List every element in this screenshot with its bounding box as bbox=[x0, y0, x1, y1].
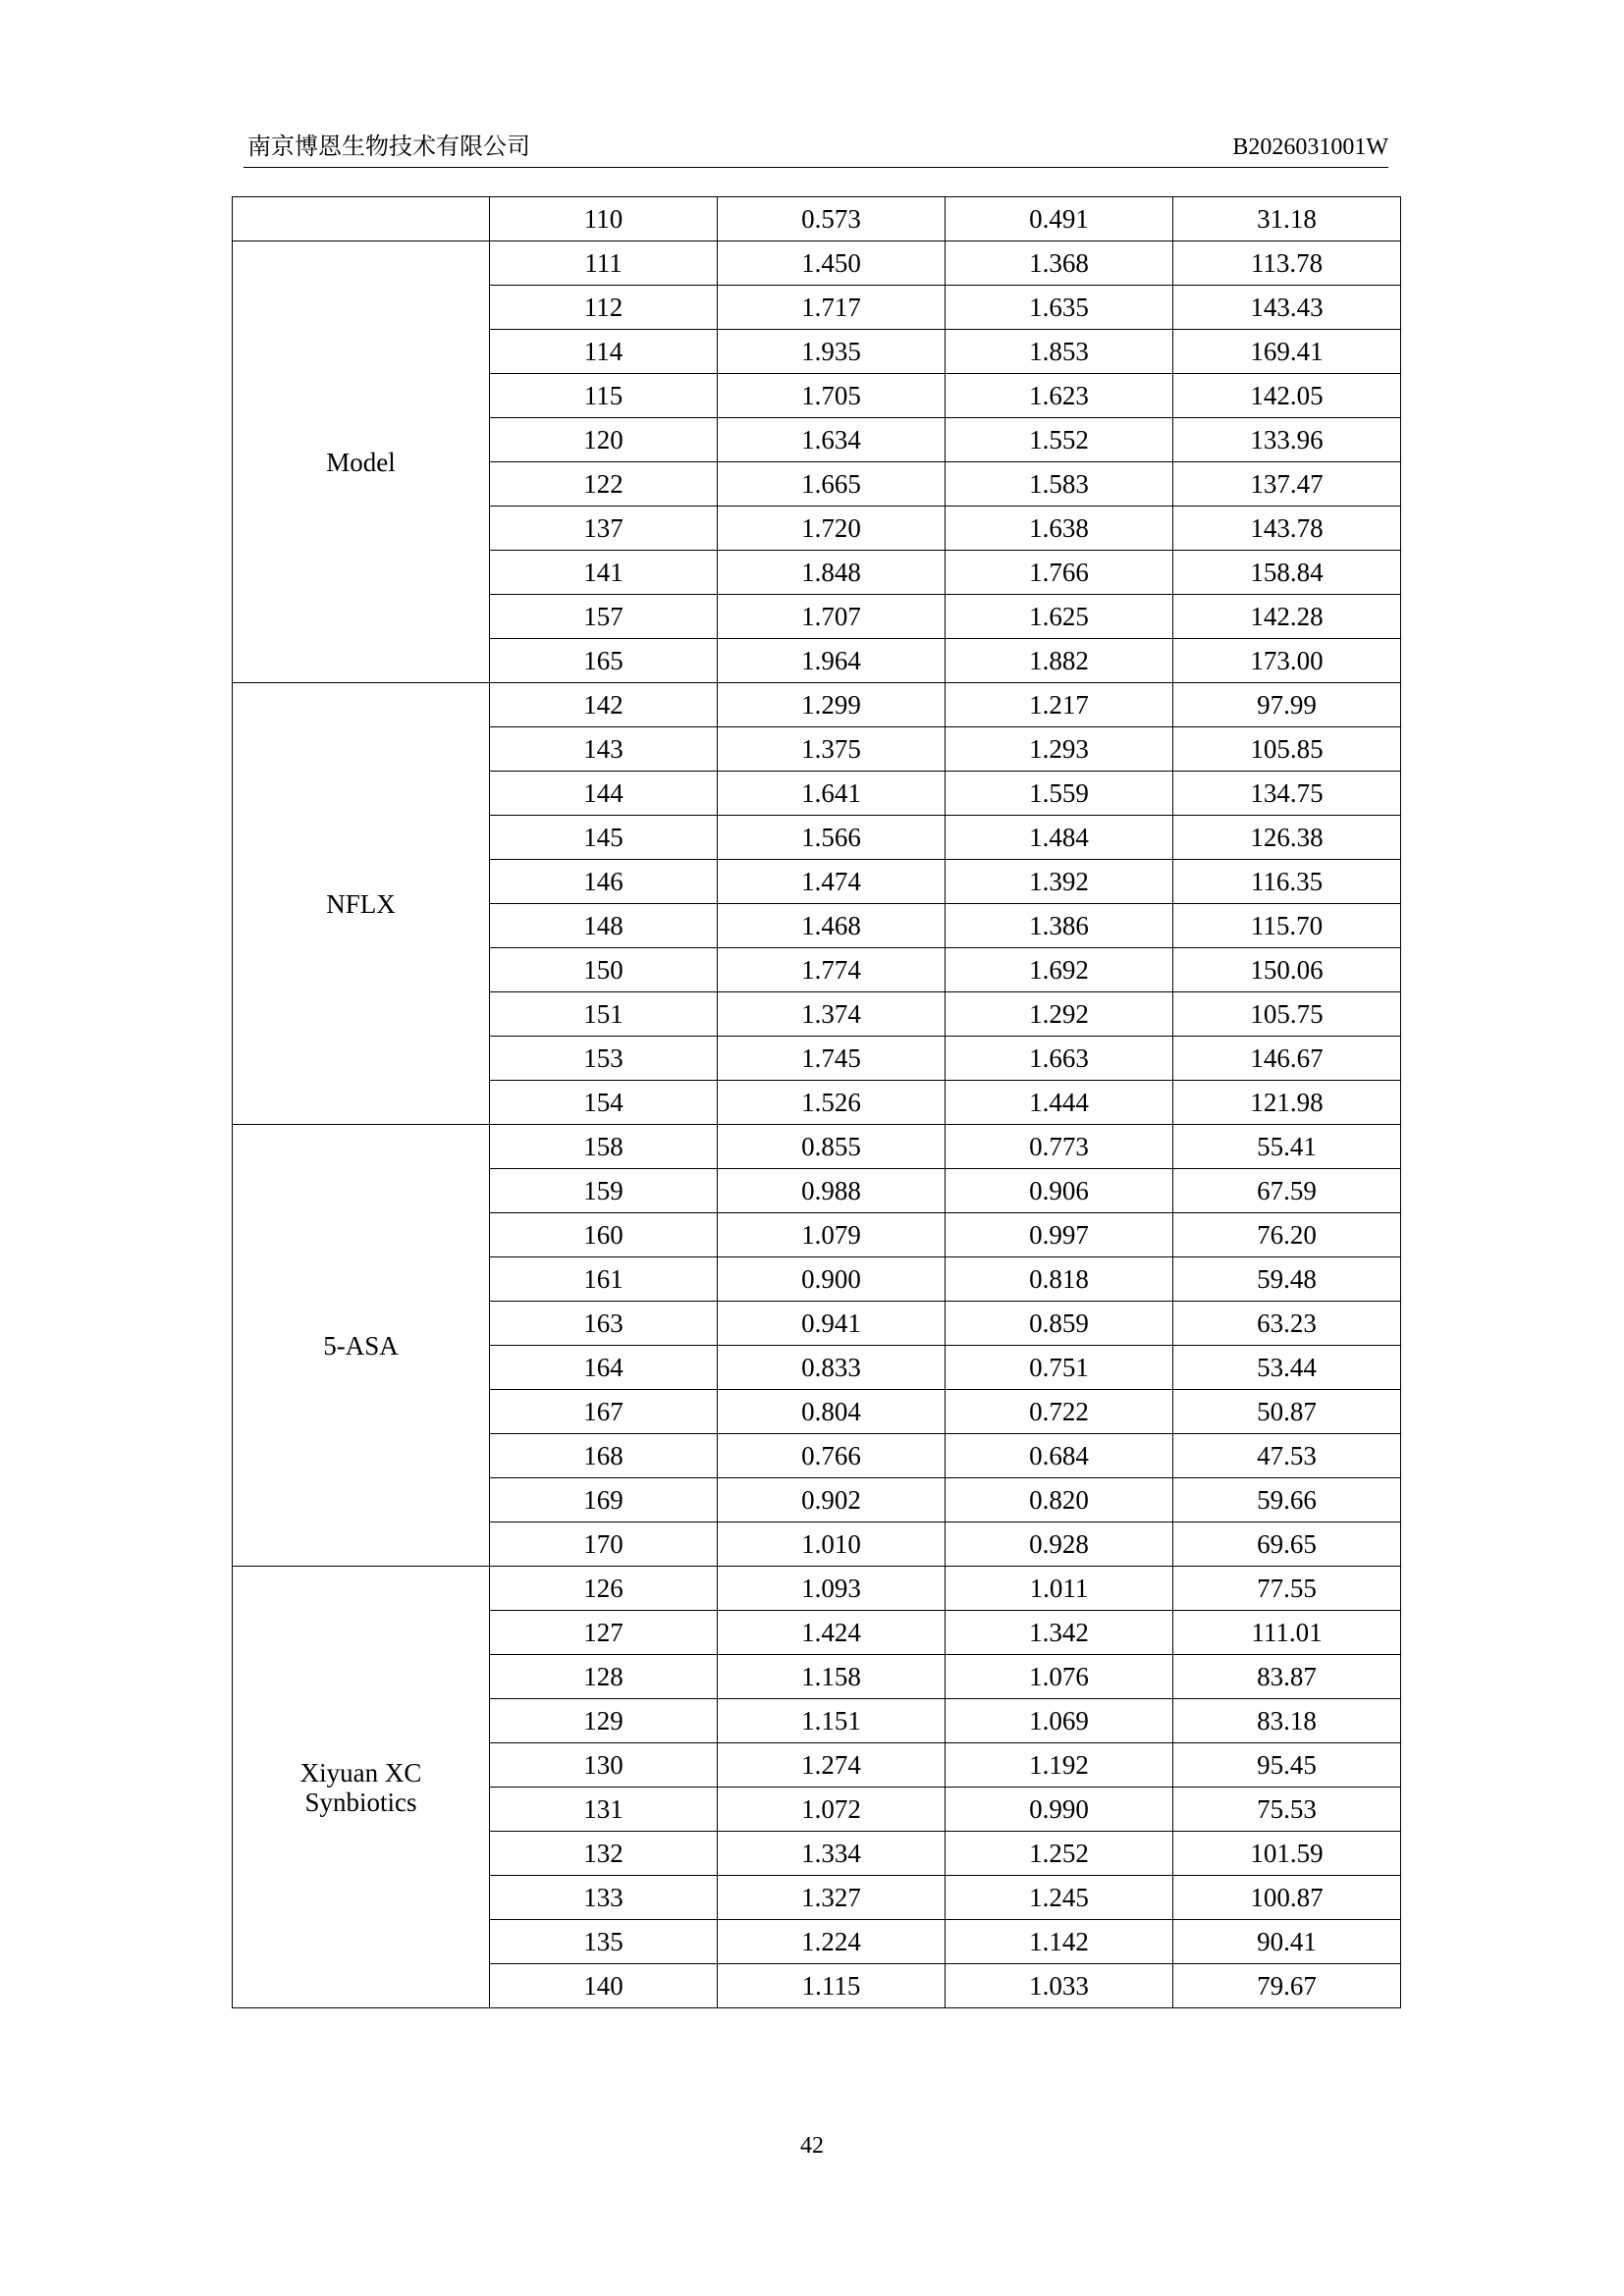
value-b-cell: 1.663 bbox=[946, 1037, 1173, 1081]
value-b-cell: 1.559 bbox=[946, 772, 1173, 816]
value-a-cell: 1.566 bbox=[718, 816, 946, 860]
value-a-cell: 1.848 bbox=[718, 551, 946, 595]
value-b-cell: 1.583 bbox=[946, 462, 1173, 507]
value-a-cell: 1.705 bbox=[718, 374, 946, 418]
value-b-cell: 1.692 bbox=[946, 948, 1173, 992]
value-c-cell: 126.38 bbox=[1173, 816, 1401, 860]
value-a-cell: 1.375 bbox=[718, 727, 946, 772]
value-c-cell: 63.23 bbox=[1173, 1302, 1401, 1346]
value-b-cell: 1.033 bbox=[946, 1964, 1173, 2008]
sample-id-cell: 169 bbox=[490, 1478, 718, 1522]
sample-id-cell: 111 bbox=[490, 241, 718, 286]
sample-id-cell: 145 bbox=[490, 816, 718, 860]
value-b-cell: 0.928 bbox=[946, 1522, 1173, 1567]
sample-id-cell: 114 bbox=[490, 330, 718, 374]
sample-id-cell: 132 bbox=[490, 1832, 718, 1876]
value-c-cell: 69.65 bbox=[1173, 1522, 1401, 1567]
value-c-cell: 115.70 bbox=[1173, 904, 1401, 948]
value-a-cell: 1.717 bbox=[718, 286, 946, 330]
value-a-cell: 0.573 bbox=[718, 197, 946, 241]
value-b-cell: 1.293 bbox=[946, 727, 1173, 772]
page-header bbox=[244, 128, 1388, 168]
value-a-cell: 0.833 bbox=[718, 1346, 946, 1390]
value-c-cell: 67.59 bbox=[1173, 1169, 1401, 1213]
company-name: 南京博恩生物技术有限公司 bbox=[247, 133, 530, 160]
sample-id-cell: 146 bbox=[490, 860, 718, 904]
value-b-cell: 0.997 bbox=[946, 1213, 1173, 1257]
value-a-cell: 1.468 bbox=[718, 904, 946, 948]
value-c-cell: 121.98 bbox=[1173, 1081, 1401, 1125]
value-c-cell: 79.67 bbox=[1173, 1964, 1401, 2008]
value-c-cell: 143.78 bbox=[1173, 507, 1401, 551]
value-a-cell: 1.745 bbox=[718, 1037, 946, 1081]
sample-id-cell: 127 bbox=[490, 1611, 718, 1655]
value-a-cell: 1.720 bbox=[718, 507, 946, 551]
value-a-cell: 1.774 bbox=[718, 948, 946, 992]
sample-id-cell: 126 bbox=[490, 1567, 718, 1611]
sample-id-cell: 161 bbox=[490, 1257, 718, 1302]
sample-id-cell: 141 bbox=[490, 551, 718, 595]
value-c-cell: 134.75 bbox=[1173, 772, 1401, 816]
sample-id-cell: 110 bbox=[490, 197, 718, 241]
sample-id-cell: 148 bbox=[490, 904, 718, 948]
value-c-cell: 59.66 bbox=[1173, 1478, 1401, 1522]
value-a-cell: 1.151 bbox=[718, 1699, 946, 1743]
value-a-cell: 1.641 bbox=[718, 772, 946, 816]
sample-id-cell: 112 bbox=[490, 286, 718, 330]
group-label: Model bbox=[233, 241, 490, 683]
value-a-cell: 0.804 bbox=[718, 1390, 946, 1434]
value-c-cell: 116.35 bbox=[1173, 860, 1401, 904]
value-a-cell: 1.374 bbox=[718, 992, 946, 1037]
value-c-cell: 137.47 bbox=[1173, 462, 1401, 507]
value-b-cell: 0.859 bbox=[946, 1302, 1173, 1346]
table-row bbox=[233, 197, 1401, 241]
group-label bbox=[233, 197, 490, 241]
value-c-cell: 83.18 bbox=[1173, 1699, 1401, 1743]
value-b-cell: 1.853 bbox=[946, 330, 1173, 374]
value-b-cell: 1.392 bbox=[946, 860, 1173, 904]
value-a-cell: 0.900 bbox=[718, 1257, 946, 1302]
value-b-cell: 0.751 bbox=[946, 1346, 1173, 1390]
value-a-cell: 0.766 bbox=[718, 1434, 946, 1478]
value-a-cell: 1.299 bbox=[718, 683, 946, 727]
value-a-cell: 0.855 bbox=[718, 1125, 946, 1169]
value-a-cell: 1.634 bbox=[718, 418, 946, 462]
table-row bbox=[233, 1125, 1401, 1169]
value-b-cell: 1.292 bbox=[946, 992, 1173, 1037]
value-b-cell: 1.386 bbox=[946, 904, 1173, 948]
value-b-cell: 1.011 bbox=[946, 1567, 1173, 1611]
value-b-cell: 0.491 bbox=[946, 197, 1173, 241]
sample-id-cell: 160 bbox=[490, 1213, 718, 1257]
sample-id-cell: 158 bbox=[490, 1125, 718, 1169]
sample-id-cell: 165 bbox=[490, 639, 718, 683]
value-a-cell: 1.010 bbox=[718, 1522, 946, 1567]
value-c-cell: 75.53 bbox=[1173, 1788, 1401, 1832]
value-b-cell: 1.623 bbox=[946, 374, 1173, 418]
value-a-cell: 0.902 bbox=[718, 1478, 946, 1522]
value-a-cell: 1.072 bbox=[718, 1788, 946, 1832]
value-b-cell: 1.252 bbox=[946, 1832, 1173, 1876]
value-c-cell: 55.41 bbox=[1173, 1125, 1401, 1169]
sample-id-cell: 129 bbox=[490, 1699, 718, 1743]
value-b-cell: 1.625 bbox=[946, 595, 1173, 639]
value-c-cell: 133.96 bbox=[1173, 418, 1401, 462]
table-row bbox=[233, 1567, 1401, 1611]
value-b-cell: 1.076 bbox=[946, 1655, 1173, 1699]
value-b-cell: 1.638 bbox=[946, 507, 1173, 551]
value-b-cell: 1.444 bbox=[946, 1081, 1173, 1125]
value-c-cell: 173.00 bbox=[1173, 639, 1401, 683]
sample-id-cell: 150 bbox=[490, 948, 718, 992]
group-label: NFLX bbox=[233, 683, 490, 1125]
sample-id-cell: 154 bbox=[490, 1081, 718, 1125]
value-c-cell: 101.59 bbox=[1173, 1832, 1401, 1876]
sample-id-cell: 170 bbox=[490, 1522, 718, 1567]
value-c-cell: 59.48 bbox=[1173, 1257, 1401, 1302]
value-a-cell: 1.274 bbox=[718, 1743, 946, 1788]
value-c-cell: 105.75 bbox=[1173, 992, 1401, 1037]
value-b-cell: 1.192 bbox=[946, 1743, 1173, 1788]
page-number: 42 bbox=[800, 2133, 824, 2159]
value-b-cell: 0.906 bbox=[946, 1169, 1173, 1213]
value-b-cell: 0.990 bbox=[946, 1788, 1173, 1832]
value-b-cell: 1.766 bbox=[946, 551, 1173, 595]
sample-id-cell: 153 bbox=[490, 1037, 718, 1081]
sample-id-cell: 130 bbox=[490, 1743, 718, 1788]
value-c-cell: 97.99 bbox=[1173, 683, 1401, 727]
value-b-cell: 0.820 bbox=[946, 1478, 1173, 1522]
value-c-cell: 105.85 bbox=[1173, 727, 1401, 772]
value-c-cell: 31.18 bbox=[1173, 197, 1401, 241]
value-c-cell: 76.20 bbox=[1173, 1213, 1401, 1257]
table-row bbox=[233, 241, 1401, 286]
value-c-cell: 53.44 bbox=[1173, 1346, 1401, 1390]
table-row bbox=[233, 683, 1401, 727]
value-b-cell: 0.818 bbox=[946, 1257, 1173, 1302]
value-a-cell: 1.079 bbox=[718, 1213, 946, 1257]
value-c-cell: 111.01 bbox=[1173, 1611, 1401, 1655]
value-c-cell: 100.87 bbox=[1173, 1876, 1401, 1920]
sample-id-cell: 131 bbox=[490, 1788, 718, 1832]
value-c-cell: 142.05 bbox=[1173, 374, 1401, 418]
value-b-cell: 1.142 bbox=[946, 1920, 1173, 1964]
sample-id-cell: 122 bbox=[490, 462, 718, 507]
value-a-cell: 1.158 bbox=[718, 1655, 946, 1699]
value-b-cell: 1.069 bbox=[946, 1699, 1173, 1743]
sample-id-cell: 120 bbox=[490, 418, 718, 462]
value-a-cell: 1.424 bbox=[718, 1611, 946, 1655]
value-a-cell: 1.526 bbox=[718, 1081, 946, 1125]
value-b-cell: 0.773 bbox=[946, 1125, 1173, 1169]
value-b-cell: 1.342 bbox=[946, 1611, 1173, 1655]
value-a-cell: 1.707 bbox=[718, 595, 946, 639]
value-a-cell: 1.474 bbox=[718, 860, 946, 904]
value-a-cell: 1.665 bbox=[718, 462, 946, 507]
value-a-cell: 1.935 bbox=[718, 330, 946, 374]
value-c-cell: 150.06 bbox=[1173, 948, 1401, 992]
value-c-cell: 90.41 bbox=[1173, 1920, 1401, 1964]
sample-id-cell: 137 bbox=[490, 507, 718, 551]
value-b-cell: 1.245 bbox=[946, 1876, 1173, 1920]
value-c-cell: 143.43 bbox=[1173, 286, 1401, 330]
value-b-cell: 0.684 bbox=[946, 1434, 1173, 1478]
value-a-cell: 1.450 bbox=[718, 241, 946, 286]
value-a-cell: 1.964 bbox=[718, 639, 946, 683]
sample-id-cell: 144 bbox=[490, 772, 718, 816]
value-a-cell: 1.327 bbox=[718, 1876, 946, 1920]
value-a-cell: 1.115 bbox=[718, 1964, 946, 2008]
value-b-cell: 1.368 bbox=[946, 241, 1173, 286]
value-b-cell: 1.217 bbox=[946, 683, 1173, 727]
sample-id-cell: 140 bbox=[490, 1964, 718, 2008]
value-b-cell: 1.484 bbox=[946, 816, 1173, 860]
value-a-cell: 1.093 bbox=[718, 1567, 946, 1611]
sample-id-cell: 168 bbox=[490, 1434, 718, 1478]
sample-id-cell: 159 bbox=[490, 1169, 718, 1213]
sample-id-cell: 143 bbox=[490, 727, 718, 772]
value-b-cell: 1.552 bbox=[946, 418, 1173, 462]
value-c-cell: 83.87 bbox=[1173, 1655, 1401, 1699]
group-label: Xiyuan XC Synbiotics bbox=[233, 1567, 490, 2008]
value-c-cell: 169.41 bbox=[1173, 330, 1401, 374]
value-c-cell: 142.28 bbox=[1173, 595, 1401, 639]
sample-id-cell: 133 bbox=[490, 1876, 718, 1920]
value-c-cell: 95.45 bbox=[1173, 1743, 1401, 1788]
value-a-cell: 1.224 bbox=[718, 1920, 946, 1964]
value-c-cell: 146.67 bbox=[1173, 1037, 1401, 1081]
sample-id-cell: 157 bbox=[490, 595, 718, 639]
value-a-cell: 1.334 bbox=[718, 1832, 946, 1876]
value-b-cell: 1.882 bbox=[946, 639, 1173, 683]
value-a-cell: 0.941 bbox=[718, 1302, 946, 1346]
sample-id-cell: 135 bbox=[490, 1920, 718, 1964]
value-c-cell: 47.53 bbox=[1173, 1434, 1401, 1478]
data-table bbox=[232, 196, 1401, 2008]
sample-id-cell: 164 bbox=[490, 1346, 718, 1390]
sample-id-cell: 128 bbox=[490, 1655, 718, 1699]
value-c-cell: 50.87 bbox=[1173, 1390, 1401, 1434]
value-c-cell: 158.84 bbox=[1173, 551, 1401, 595]
group-label: 5-ASA bbox=[233, 1125, 490, 1567]
document-id: B2026031001W bbox=[1232, 134, 1388, 160]
table-body bbox=[233, 197, 1401, 2008]
sample-id-cell: 151 bbox=[490, 992, 718, 1037]
value-c-cell: 113.78 bbox=[1173, 241, 1401, 286]
value-b-cell: 0.722 bbox=[946, 1390, 1173, 1434]
value-a-cell: 0.988 bbox=[718, 1169, 946, 1213]
value-c-cell: 77.55 bbox=[1173, 1567, 1401, 1611]
sample-id-cell: 115 bbox=[490, 374, 718, 418]
sample-id-cell: 142 bbox=[490, 683, 718, 727]
value-b-cell: 1.635 bbox=[946, 286, 1173, 330]
sample-id-cell: 167 bbox=[490, 1390, 718, 1434]
sample-id-cell: 163 bbox=[490, 1302, 718, 1346]
